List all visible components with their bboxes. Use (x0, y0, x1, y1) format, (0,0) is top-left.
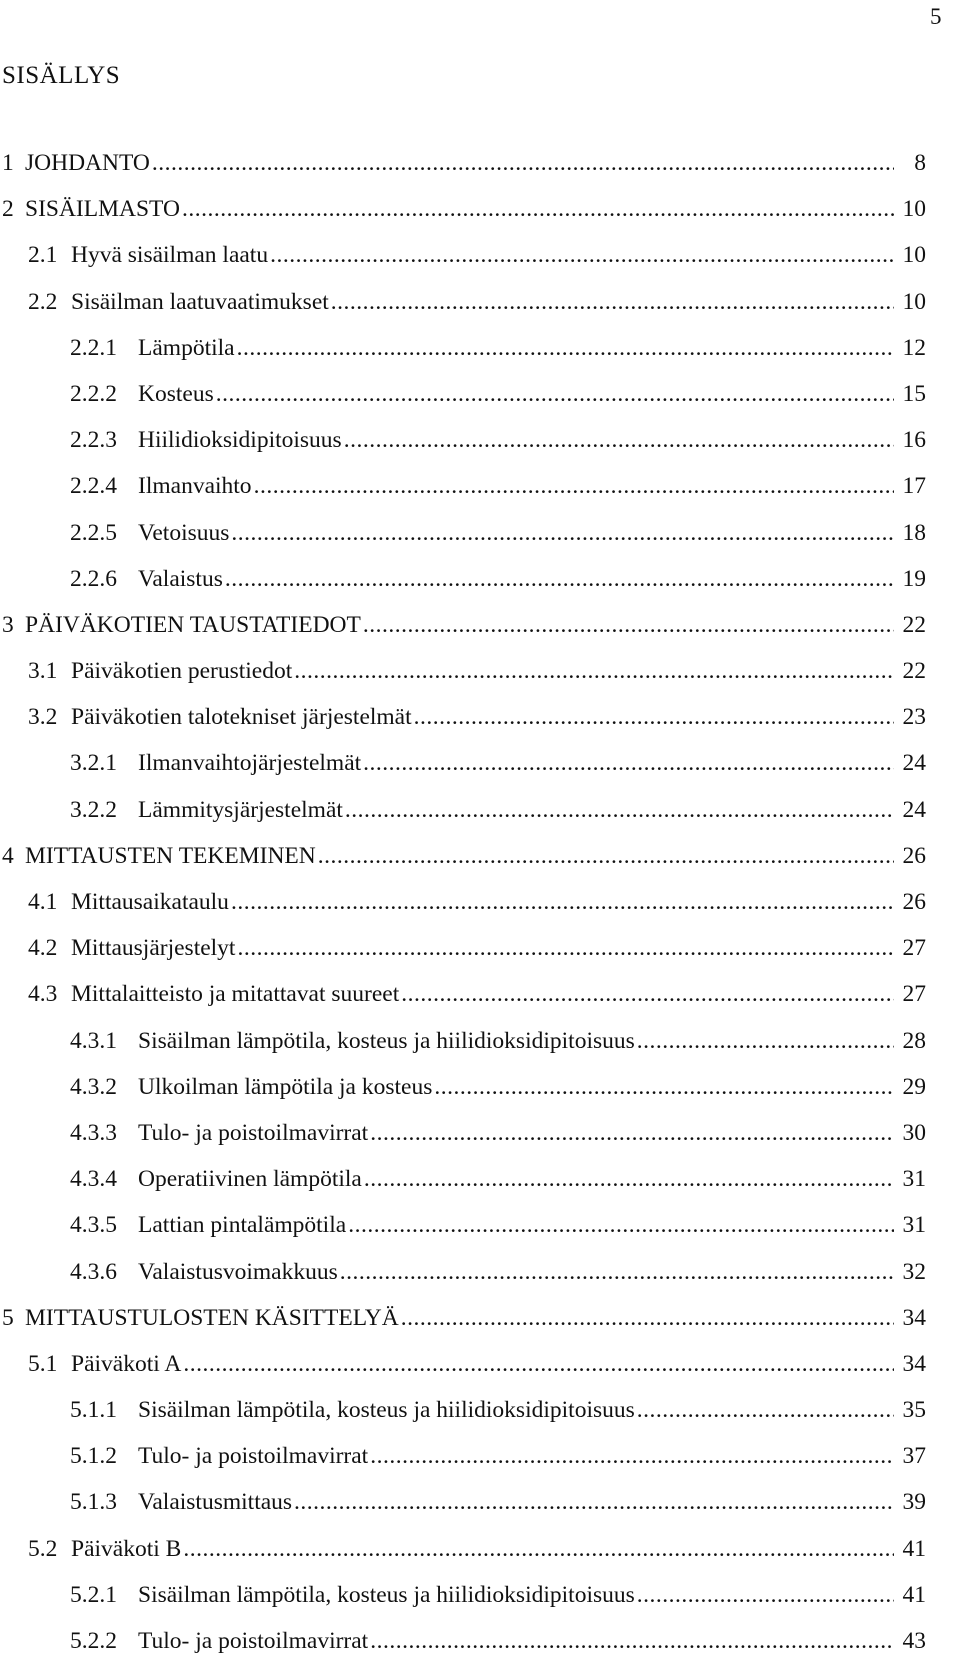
toc-entry-page: 17 (902, 473, 926, 500)
toc-entry[interactable] (0, 427, 960, 473)
toc-entry-page: 10 (902, 288, 926, 315)
dot-leader (216, 381, 894, 407)
toc-entry-title: JOHDANTO (25, 150, 150, 176)
toc-entry[interactable] (0, 981, 960, 1027)
toc-entry-number: 4.3.3 (70, 1119, 117, 1146)
toc-entry[interactable] (0, 566, 960, 612)
toc-entry[interactable] (0, 1443, 960, 1489)
toc-entry-number: 5.1.2 (70, 1443, 117, 1470)
toc-entry-number: 4.3.6 (70, 1258, 117, 1285)
toc-entry-number: 4 (2, 842, 14, 869)
toc-entry-number: 3.2 (28, 704, 58, 731)
dot-leader (270, 242, 894, 268)
toc-entry-number: 3 (2, 611, 14, 638)
toc-entry[interactable] (0, 843, 960, 889)
dot-leader (370, 1443, 894, 1469)
toc-entry-title: Mittalaitteisto ja mitattavat suureet (71, 981, 400, 1008)
toc-entry-page: 8 (914, 150, 926, 176)
page-number: 5 (930, 4, 942, 29)
toc-entry-page: 27 (902, 935, 926, 962)
toc-entry-number: 5 (2, 1304, 14, 1331)
dot-leader (182, 196, 894, 222)
toc-entry[interactable] (0, 1120, 960, 1166)
toc-entry[interactable] (0, 242, 960, 288)
toc-entry-number: 5.1 (28, 1350, 58, 1377)
toc-entry[interactable] (0, 1259, 960, 1305)
toc-entry-title: Tulo- ja poistoilmavirrat (138, 1628, 369, 1654)
toc-entry-number: 2.2.6 (70, 565, 117, 592)
toc-entry-title: Ilmanvaihtojärjestelmät (138, 750, 362, 777)
toc-entry-title: Tulo- ja poistoilmavirrat (138, 1119, 369, 1146)
table-of-contents (0, 150, 960, 1674)
toc-entry-title: Päiväkotien perustiedot (71, 658, 293, 685)
dot-leader (225, 566, 894, 592)
toc-entry-page: 39 (902, 1489, 926, 1516)
toc-entry-number: 5.2 (28, 1535, 58, 1562)
toc-entry-page: 35 (902, 1397, 926, 1424)
toc-entry[interactable] (0, 381, 960, 427)
toc-entry[interactable] (0, 473, 960, 519)
dot-leader (370, 1628, 894, 1654)
dot-leader (254, 473, 894, 499)
toc-entry-title: Sisäilman lämpötila, kosteus ja hiilidioksidipitoisuus (138, 1581, 635, 1608)
toc-entry-page: 30 (902, 1119, 926, 1146)
toc-entry[interactable] (0, 750, 960, 796)
toc-entry-page: 15 (902, 380, 926, 407)
dot-leader (364, 1166, 894, 1192)
toc-entry[interactable] (0, 612, 960, 658)
toc-entry-title: Ilmanvaihto (138, 473, 252, 500)
toc-entry-page: 23 (902, 704, 926, 731)
toc-entry-title: Hyvä sisäilman laatu (71, 242, 269, 269)
toc-entry-number: 4.3.1 (70, 1027, 117, 1054)
dot-leader (183, 1536, 894, 1562)
toc-entry-page: 16 (902, 427, 926, 454)
dot-leader (414, 704, 894, 730)
toc-entry[interactable] (0, 150, 960, 196)
dot-leader (401, 1305, 894, 1331)
toc-entry-page: 26 (902, 842, 926, 869)
toc-entry-number: 4.3.4 (70, 1166, 117, 1193)
toc-entry[interactable] (0, 1489, 960, 1535)
toc-entry-page: 27 (902, 981, 926, 1008)
toc-entry-title: Tulo- ja poistoilmavirrat (138, 1443, 369, 1470)
toc-entry-page: 41 (902, 1535, 926, 1562)
toc-entry-number: 2.1 (28, 242, 58, 269)
toc-entry-page: 37 (902, 1443, 926, 1470)
toc-entry[interactable] (0, 1536, 960, 1582)
toc-entry-title: Sisäilman lämpötila, kosteus ja hiilidioksidipitoisuus (138, 1397, 635, 1424)
dot-leader (345, 797, 894, 823)
toc-entry-page: 10 (902, 242, 926, 269)
toc-entry[interactable] (0, 797, 960, 843)
toc-entry[interactable] (0, 520, 960, 566)
toc-entry[interactable] (0, 1074, 960, 1120)
toc-entry[interactable] (0, 335, 960, 381)
dot-leader (331, 289, 894, 315)
toc-entry[interactable] (0, 1582, 960, 1628)
dot-leader (434, 1074, 894, 1100)
toc-entry-number: 1 (2, 150, 14, 176)
toc-entry-title: Vetoisuus (138, 519, 230, 546)
toc-entry-title: Sisäilman lämpötila, kosteus ja hiilidioksidipitoisuus (138, 1027, 635, 1054)
toc-entry-number: 5.2.2 (70, 1628, 117, 1654)
toc-entry[interactable] (0, 889, 960, 935)
toc-entry[interactable] (0, 1305, 960, 1351)
dot-leader (231, 889, 894, 915)
toc-entry[interactable] (0, 1351, 960, 1397)
toc-entry-page: 19 (902, 565, 926, 592)
dot-leader (152, 150, 894, 176)
toc-entry-number: 4.1 (28, 889, 58, 915)
toc-entry-number: 4.3.5 (70, 1212, 117, 1239)
toc-entry-page: 22 (902, 658, 926, 685)
toc-entry-page: 31 (902, 1212, 926, 1239)
toc-entry-number: 2.2.5 (70, 519, 117, 546)
toc-entry-number: 3.1 (28, 658, 58, 685)
toc-entry-page: 32 (902, 1258, 926, 1285)
toc-entry[interactable] (0, 658, 960, 704)
dot-leader (237, 335, 894, 361)
dot-leader (318, 843, 894, 869)
toc-entry[interactable] (0, 1212, 960, 1258)
toc-entry-title: Lämpötila (138, 334, 235, 361)
toc-entry-number: 2.2 (28, 288, 58, 315)
toc-entry-page: 24 (902, 750, 926, 777)
toc-entry-number: 5.2.1 (70, 1581, 117, 1608)
toc-entry-page: 18 (902, 519, 926, 546)
toc-entry-title: Päiväkoti B (71, 1535, 182, 1562)
toc-entry-title: Operatiivinen lämpötila (138, 1166, 362, 1193)
toc-entry-title: Lattian pintalämpötila (138, 1212, 347, 1239)
toc-entry-page: 41 (902, 1581, 926, 1608)
toc-entry-title: Sisäilman laatuvaatimukset (71, 288, 329, 315)
toc-entry-title: PÄIVÄKOTIEN TAUSTATIEDOT (25, 611, 361, 638)
toc-entry[interactable] (0, 1028, 960, 1074)
toc-entry-page: 31 (902, 1166, 926, 1193)
dot-leader (363, 612, 894, 638)
toc-entry-number: 4.3 (28, 981, 58, 1008)
toc-entry-title: Valaistusvoimakkuus (138, 1258, 338, 1285)
dot-leader (401, 981, 894, 1007)
toc-entry-number: 4.3.2 (70, 1073, 117, 1100)
dot-leader (363, 750, 894, 776)
toc-entry[interactable] (0, 1397, 960, 1443)
toc-entry[interactable] (0, 196, 960, 242)
toc-entry[interactable] (0, 935, 960, 981)
toc-entry[interactable] (0, 1628, 960, 1674)
toc-entry-page: 34 (902, 1350, 926, 1377)
toc-entry-number: 2 (2, 196, 14, 223)
toc-entry[interactable] (0, 289, 960, 335)
toc-entry-number: 4.2 (28, 935, 58, 962)
toc-entry[interactable] (0, 704, 960, 750)
toc-entry-number: 5.1.1 (70, 1397, 117, 1424)
toc-entry-page: 29 (902, 1073, 926, 1100)
dot-leader (237, 935, 894, 961)
toc-entry-number: 2.2.1 (70, 334, 117, 361)
toc-entry-number: 3.2.1 (70, 750, 117, 777)
toc-entry[interactable] (0, 1166, 960, 1212)
dot-leader (231, 520, 894, 546)
toc-entry-page: 34 (902, 1304, 926, 1331)
toc-entry-title: Hiilidioksidipitoisuus (138, 427, 342, 454)
toc-entry-page: 26 (902, 889, 926, 915)
dot-leader (370, 1120, 894, 1146)
toc-entry-title: SISÄILMASTO (25, 196, 180, 223)
toc-entry-number: 2.2.3 (70, 427, 117, 454)
dot-leader (294, 658, 894, 684)
toc-entry-page: 12 (902, 334, 926, 361)
dot-leader (294, 1489, 894, 1515)
toc-entry-number: 3.2.2 (70, 796, 117, 823)
dot-leader (183, 1351, 894, 1377)
toc-entry-number: 5.1.3 (70, 1489, 117, 1516)
toc-entry-title: Lämmitysjärjestelmät (138, 796, 343, 823)
toc-entry-title: Valaistus (138, 565, 223, 592)
toc-heading: SISÄLLYS (2, 62, 121, 89)
toc-entry-title: Kosteus (138, 380, 214, 407)
toc-entry-page: 28 (902, 1027, 926, 1054)
toc-entry-page: 24 (902, 796, 926, 823)
toc-entry-page: 43 (902, 1628, 926, 1654)
toc-entry-title: Päiväkotien talotekniset järjestelmät (71, 704, 412, 731)
dot-leader (348, 1212, 894, 1238)
dot-leader (637, 1397, 894, 1423)
toc-entry-title: Ulkoilman lämpötila ja kosteus (138, 1073, 433, 1100)
toc-entry-page: 22 (902, 611, 926, 638)
toc-entry-number: 2.2.2 (70, 380, 117, 407)
toc-entry-page: 10 (902, 196, 926, 223)
toc-entry-number: 2.2.4 (70, 473, 117, 500)
toc-entry-title: Mittausaikataulu (71, 889, 229, 915)
dot-leader (344, 427, 894, 453)
toc-entry-title: MITTAUSTEN TEKEMINEN (25, 842, 316, 869)
toc-entry-title: Valaistusmittaus (138, 1489, 293, 1516)
dot-leader (340, 1259, 894, 1285)
dot-leader (637, 1582, 894, 1608)
dot-leader (637, 1028, 894, 1054)
toc-entry-title: MITTAUSTULOSTEN KÄSITTELYÄ (25, 1304, 399, 1331)
toc-entry-title: Päiväkoti A (71, 1350, 182, 1377)
toc-entry-title: Mittausjärjestelyt (71, 935, 236, 962)
